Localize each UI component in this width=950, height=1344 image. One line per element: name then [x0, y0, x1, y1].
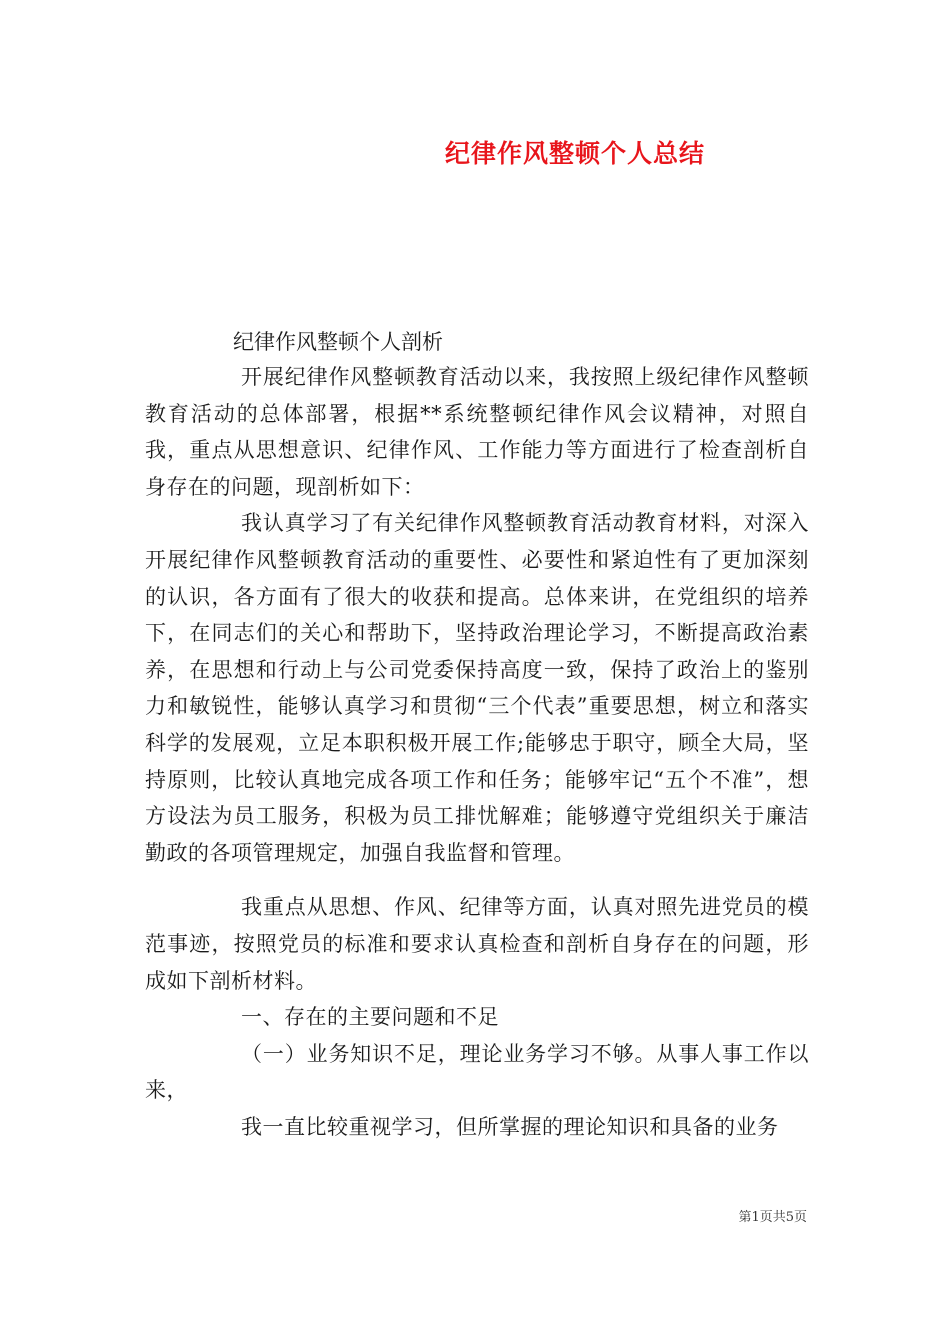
paragraph-study: 我认真学习了有关纪律作风整顿教育活动教育材料，对深入开展纪律作风整顿教育活动的重要性、必要性和紧迫性有了更加深刻的认识，各方面有了很大的收获和提高。总体来讲，在党组织的培养下，在同志们的关心和帮助下，坚持政治理论学习，不断提高政治素养，在思想和行动上与公司党委保持高度一致，保持了政治上的鉴别力和敏锐性，能够认真学习和贯彻“三个代表”重要思想，树立和落实科学的发展观，立足本职积极开展工作;能够忠于职守，顾全大局，坚持原则，比较认真地完成各项工作和任务；能够牢记“五个不准”，想方设法为员工服务，积极为员工排忧解难；能够遵守党组织关于廉洁勤政的各项管理规定，加强自我监督和管理。: [145, 511, 809, 865]
section-heading: 纪律作风整顿个人剖析: [233, 330, 443, 354]
paragraph-problem-1: （一）业务知识不足，理论业务学习不够。从事人事工作以来，: [145, 1041, 809, 1103]
document-body: [145, 325, 809, 1145]
document-title: 纪律作风整顿个人总结: [444, 139, 705, 168]
paragraph-review: 我重点从思想、作风、纪律等方面，认真对照先进党员的模范事迹，按照党员的标准和要求认真检查和剖析自身存在的问题，形成如下剖析材料。: [145, 895, 809, 993]
page-number: 第1页共5页: [738, 1210, 807, 1225]
paragraph-intro: 开展纪律作风整顿教育活动以来，我按照上级纪律作风整顿教育活动的总体部署，根据**系统整顿纪律作风会议精神，对照自我，重点从思想意识、纪律作风、工作能力等方面进行了检查剖析自身存在的问题，现剖析如下：: [145, 365, 809, 499]
subheading-problems: 一、存在的主要问题和不足: [241, 1005, 499, 1030]
paragraph-continuation: 我一直比较重视学习，但所掌握的理论知识和具备的业务: [241, 1114, 779, 1139]
